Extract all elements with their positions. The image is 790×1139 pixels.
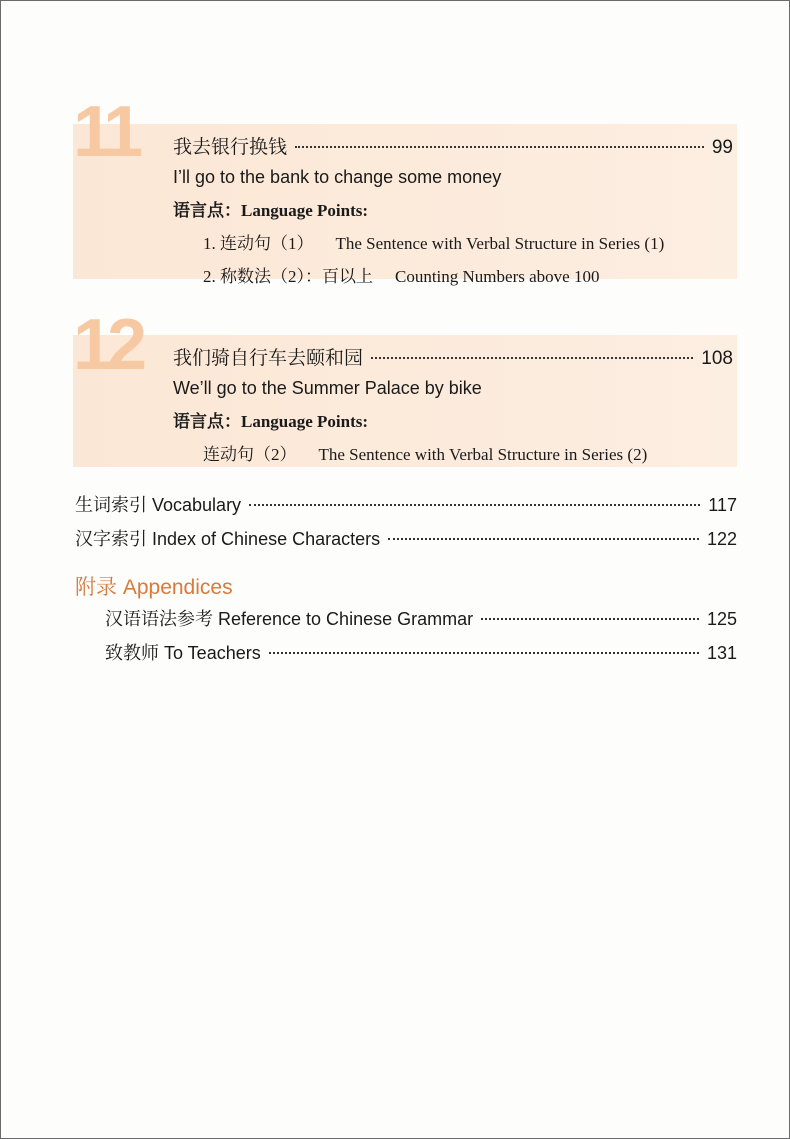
toc-entry-character-index[interactable] <box>75 525 737 551</box>
appendix-heading[interactable]: 附录 Appendices <box>75 576 233 599</box>
page-number: 122 <box>706 529 737 549</box>
language-point-en: The Sentence with Verbal Structure in Series (2) <box>318 445 648 464</box>
language-point <box>173 262 733 287</box>
toc-entry-label: 汉语语法参考 Reference to Chinese Grammar <box>105 609 474 629</box>
language-points-heading: 语言点：Language Points: <box>173 412 369 431</box>
page-number: 131 <box>706 643 737 663</box>
leader-dots <box>481 618 699 620</box>
page-number: 99 <box>711 137 733 158</box>
lesson-number: 11 <box>73 92 138 172</box>
lesson-11 <box>73 92 737 286</box>
language-point-cn: 连动句（2） <box>203 445 297 464</box>
lesson-title-cn: 我们骑自行车去颐和园 <box>173 348 364 369</box>
language-point-cn: 1. 连动句（1） <box>203 234 314 253</box>
toc-entry-label: 生词索引 Vocabulary <box>75 495 242 515</box>
toc-entry-label: 致教师 To Teachers <box>105 643 261 663</box>
page-number: 108 <box>701 348 733 369</box>
leader-dots <box>388 538 699 540</box>
leader-dots <box>249 504 700 506</box>
lesson-title-en: We’ll go to the Summer Palace by bike <box>173 378 482 398</box>
toc-entry-label: 汉字索引 Index of Chinese Characters <box>75 529 381 549</box>
language-points-heading: 语言点：Language Points: <box>173 201 369 220</box>
language-point <box>173 229 733 254</box>
leader-dots <box>295 146 704 148</box>
lesson-title-cn: 我去银行换钱 <box>173 137 288 158</box>
language-point-en: Counting Numbers above 100 <box>395 267 600 286</box>
appendix-list <box>105 605 737 665</box>
lesson-title-row[interactable] <box>173 132 733 159</box>
lesson-number: 12 <box>73 305 142 385</box>
index-list <box>75 491 737 551</box>
lesson-title-row[interactable] <box>173 343 733 370</box>
leader-dots <box>371 357 693 359</box>
page-number: 125 <box>706 609 737 629</box>
language-point <box>173 440 733 465</box>
lesson-12 <box>73 305 737 469</box>
language-point-en: The Sentence with Verbal Structure in Series (1) <box>335 234 665 253</box>
page-number: 117 <box>708 495 737 515</box>
toc-entry-to-teachers[interactable] <box>105 639 737 665</box>
lesson-body <box>173 343 733 465</box>
language-point-cn: 2. 称数法（2）：百以上 <box>203 267 373 286</box>
lesson-title-en: I’ll go to the bank to change some money <box>173 167 502 187</box>
leader-dots <box>269 652 699 654</box>
toc-entry-grammar-reference[interactable] <box>105 605 737 631</box>
toc-entry-vocabulary[interactable] <box>75 491 737 517</box>
lesson-body <box>173 132 733 287</box>
